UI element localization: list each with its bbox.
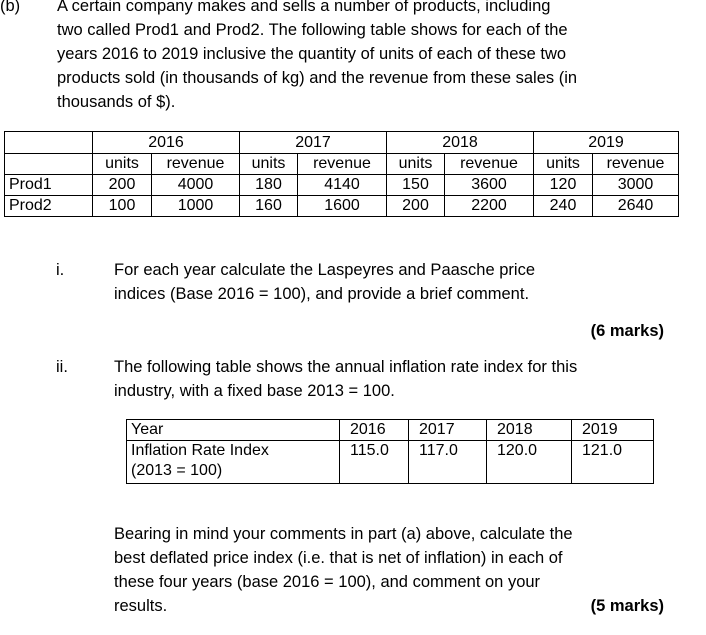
inflation-value: 120.0 [487,441,572,484]
index-label-line: Inflation Rate Index [131,442,269,459]
question-ii-line: The following table shows the annual inflation rate index for this [114,358,578,376]
inflation-index-label [127,441,340,484]
year-label: Year [127,420,340,441]
inflation-year: 2017 [409,420,487,441]
year-header: 2017 [240,132,387,154]
closing-line: best deflated price index (i.e. that is net of inflation) in each of [114,549,563,567]
inflation-table [126,419,654,484]
table-empty-cell [5,154,93,175]
revenue-header: revenue [152,154,240,175]
product-label: Prod2 [5,196,93,217]
table-cell: 180 [240,175,298,196]
inflation-value: 115.0 [340,441,409,484]
table-row [5,175,679,196]
table-cell: 240 [534,196,593,217]
revenue-header: revenue [593,154,679,175]
inflation-year: 2016 [340,420,409,441]
intro-line: thousands of $). [57,93,176,111]
units-header: units [387,154,445,175]
sales-table [4,131,679,217]
table-header-subcolumns [5,154,679,175]
table-cell: 1600 [298,196,387,217]
revenue-header: revenue [298,154,387,175]
index-label-line: (2013 = 100) [131,462,223,479]
question-i-marks: (6 marks) [590,322,664,340]
closing-line: results. [114,597,168,615]
inflation-value: 117.0 [409,441,487,484]
question-i-line: For each year calculate the Laspeyres and Paasche price [114,261,535,279]
question-i-line: indices (Base 2016 = 100), and provide a brief comment. [114,285,530,303]
table-cell: 3600 [445,175,534,196]
units-header: units [534,154,593,175]
table-cell: 100 [93,196,152,217]
inflation-value: 121.0 [572,441,654,484]
closing-line: these four years (base 2016 = 100), and comment on your [114,573,541,591]
product-label: Prod1 [5,175,93,196]
question-ii-line: industry, with a fixed base 2013 = 100. [114,382,395,400]
closing-marks: (5 marks) [590,597,664,615]
inflation-year-row [127,420,654,441]
table-cell: 2200 [445,196,534,217]
inflation-year: 2018 [487,420,572,441]
table-cell: 160 [240,196,298,217]
inflation-year: 2019 [572,420,654,441]
intro-line: A certain company makes and sells a number of products, including [57,0,551,15]
units-header: units [93,154,152,175]
intro-line: years 2016 to 2019 inclusive the quantity of units of each of these two [57,45,567,63]
intro-line: two called Prod1 and Prod2. The following table shows for each of the [57,21,568,39]
table-row [5,196,679,217]
inflation-index-row [127,441,654,484]
revenue-header: revenue [445,154,534,175]
table-cell: 200 [387,196,445,217]
intro-paragraph [57,0,577,114]
question-i-label: i. [56,261,65,279]
table-cell: 3000 [593,175,679,196]
intro-line: products sold (in thousands of kg) and the revenue from these sales (in [57,69,578,87]
table-corner-cell [5,132,93,154]
units-header: units [240,154,298,175]
table-cell: 200 [93,175,152,196]
year-header: 2019 [534,132,679,154]
question-ii-text [114,355,577,403]
closing-paragraph [114,522,573,618]
table-cell: 1000 [152,196,240,217]
part-label: (b) [0,0,21,15]
year-header: 2018 [387,132,534,154]
question-ii-label: ii. [56,358,68,376]
year-header: 2016 [93,132,240,154]
table-cell: 150 [387,175,445,196]
question-i-text [114,258,535,306]
table-cell: 4000 [152,175,240,196]
table-cell: 4140 [298,175,387,196]
table-cell: 2640 [593,196,679,217]
table-cell: 120 [534,175,593,196]
closing-line: Bearing in mind your comments in part (a) above, calculate the [114,525,573,543]
table-header-years [5,132,679,154]
